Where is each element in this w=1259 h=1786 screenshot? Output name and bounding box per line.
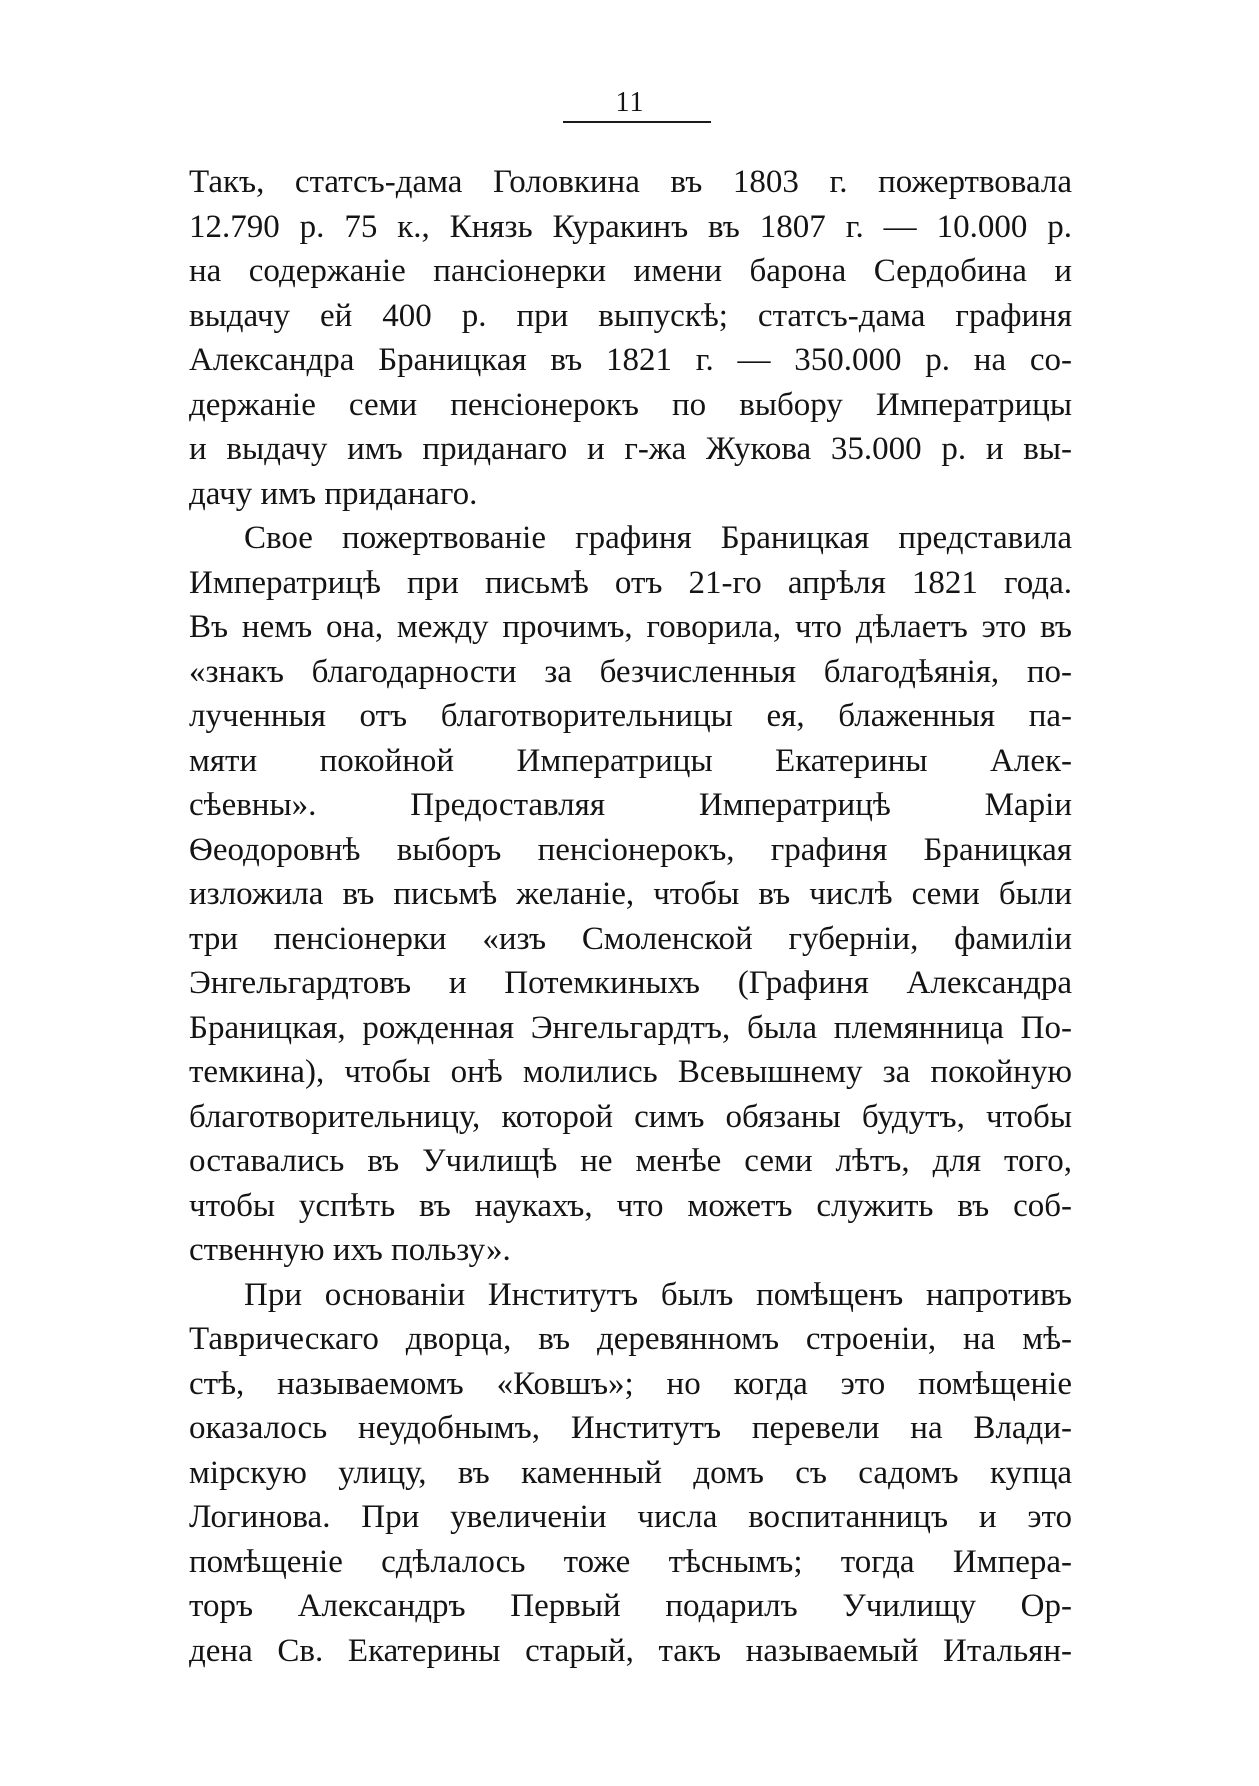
text-line: 12.790 р. 75 к., Князь Куракинъ въ 1807 г. — 10.000 р. <box>189 208 1072 245</box>
text-line: и выдачу имъ приданаго и г-жа Жукова 35.000 р. и вы- <box>189 431 1072 467</box>
text-line: оставались въ Училищѣ не менѣе семи лѣтъ, для того, <box>189 1143 1072 1179</box>
text-line: благотворительницу, которой симъ обязаны будутъ, чтобы <box>189 1098 1072 1135</box>
text-line: дачу имъ приданаго. <box>189 475 478 512</box>
text-line: оказалось неудобнымъ, Институтъ перевели на Влади- <box>189 1410 1072 1446</box>
text-line: темкина), чтобы онѣ молились Всевышнему за покойную <box>189 1054 1072 1090</box>
text-line: помѣщеніе сдѣлалось тоже тѣснымъ; тогда Импера- <box>189 1543 1072 1580</box>
text-line: сѣевны». Предоставляя Императрицѣ Маріи <box>189 787 1072 823</box>
header-rule <box>563 121 711 123</box>
text-line: стѣ, называемомъ «Ковшъ»; но когда это помѣщеніе <box>189 1365 1072 1402</box>
text-line: Браницкая, рожденная Энгельгардтъ, была племянница По- <box>189 1009 1072 1046</box>
text-line: изложила въ письмѣ желаніе, чтобы въ числѣ семи были <box>189 876 1072 912</box>
text-line: При основаніи Институтъ былъ помѣщенъ напротивъ <box>244 1276 1072 1313</box>
text-line: Таврическаго дворца, въ деревянномъ строеніи, на мѣ- <box>189 1321 1072 1357</box>
text-line: выдачу ей 400 р. при выпускѣ; статсъ-дама графиня <box>189 297 1072 334</box>
text-line: Ѳеодоровнѣ выборъ пенсіонерокъ, графиня Браницкая <box>189 831 1072 868</box>
text-line: Свое пожертвованіе графиня Браницкая представила <box>244 520 1072 556</box>
text-line: торъ Александръ Первый подарилъ Училищу Ор- <box>189 1588 1072 1624</box>
text-line: дена Св. Екатерины старый, такъ называемый Итальян- <box>189 1632 1072 1669</box>
text-line: ственную ихъ пользу». <box>189 1232 511 1268</box>
text-line: держаніе семи пенсіонерокъ по выбору Императрицы <box>189 386 1072 423</box>
text-line: на содержаніе пансіонерки имени барона Сердобина и <box>189 253 1072 289</box>
body-text <box>189 160 1072 1673</box>
text-line: Логинова. При увеличеніи числа воспитанницъ и это <box>189 1499 1072 1535</box>
text-line: мяти покойной Императрицы Екатерины Алек- <box>189 742 1072 779</box>
text-line: Въ немъ она, между прочимъ, говорила, что дѣлаетъ это въ <box>189 609 1072 645</box>
text-line: «знакъ благодарности за безчисленныя благодѣянія, по- <box>189 653 1072 690</box>
text-line: Императрицѣ при письмѣ отъ 21-го апрѣля 1821 года. <box>189 564 1072 601</box>
text-line: Энгельгардтовъ и Потемкиныхъ (Графиня Александра <box>189 965 1072 1001</box>
text-line: лученныя отъ благотворительницы ея, блаженныя па- <box>189 698 1072 734</box>
text-line: чтобы успѣть въ наукахъ, что можетъ служить въ соб- <box>189 1187 1072 1224</box>
text-line: три пенсіонерки «изъ Смоленской губерніи, фамиліи <box>189 920 1072 957</box>
page-number: 11 <box>615 87 645 118</box>
text-line: мірскую улицу, въ каменный домъ съ садомъ купца <box>189 1454 1072 1491</box>
text-line: Такъ, статсъ-дама Головкина въ 1803 г. пожертвовала <box>189 164 1072 200</box>
text-line: Александра Браницкая въ 1821 г. — 350.000 р. на со- <box>189 342 1072 378</box>
